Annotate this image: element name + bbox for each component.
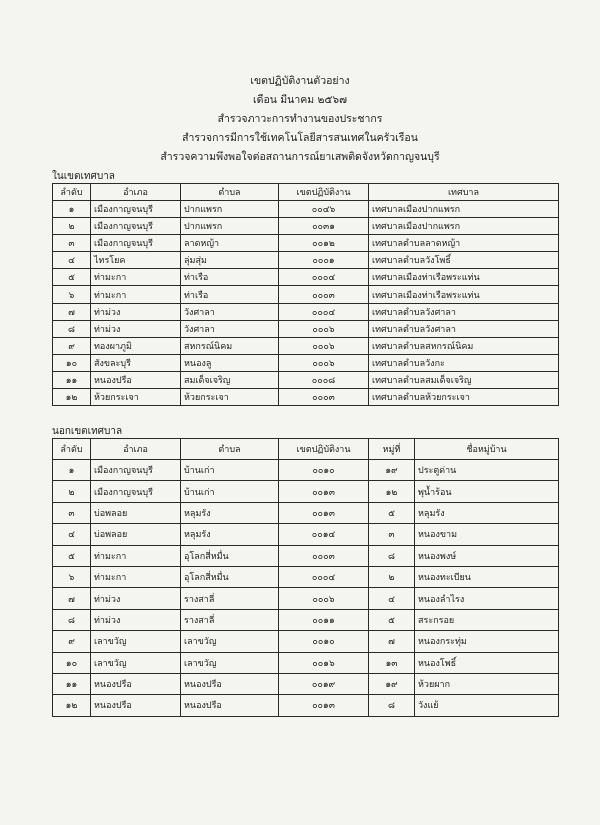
cell-district: เมืองกาญจนบุรี bbox=[91, 481, 181, 502]
cell-village-no: ๘ bbox=[369, 695, 415, 716]
cell-work-area: ๐๐๐๖ bbox=[279, 588, 369, 609]
cell-district: ท่ามะกา bbox=[91, 566, 181, 587]
cell-village-name: หนองทะเบียน bbox=[415, 566, 559, 587]
cell-subdistrict: วังศาลา bbox=[181, 303, 279, 320]
table-row bbox=[53, 524, 559, 545]
cell-subdistrict: อุโลกสี่หมื่น bbox=[181, 545, 279, 566]
cell-district: เมืองกาญจนบุรี bbox=[91, 460, 181, 481]
cell-district: ท่ามะกา bbox=[91, 269, 181, 286]
cell-subdistrict: บ้านเก่า bbox=[181, 460, 279, 481]
cell-district: หนองปรือ bbox=[91, 695, 181, 716]
cell-village-no: ๑๙ bbox=[369, 673, 415, 694]
cell-no: ๘ bbox=[53, 320, 91, 337]
table-header-row bbox=[53, 184, 559, 201]
cell-no: ๑ bbox=[53, 201, 91, 218]
cell-no: ๒ bbox=[53, 218, 91, 235]
table-row bbox=[53, 566, 559, 587]
cell-no: ๔ bbox=[53, 252, 91, 269]
cell-no: ๗ bbox=[53, 588, 91, 609]
cell-village-name: พุน้ำร้อน bbox=[415, 481, 559, 502]
cell-district: ท่าม่วง bbox=[91, 320, 181, 337]
cell-work-area: ๐๐๐๓ bbox=[279, 545, 369, 566]
cell-village-no: ๑๓ bbox=[369, 652, 415, 673]
table-row bbox=[53, 235, 559, 252]
cell-work-area: ๐๐๑๐ bbox=[279, 460, 369, 481]
cell-no: ๑๐ bbox=[53, 652, 91, 673]
cell-village-name: หลุมรัง bbox=[415, 502, 559, 523]
cell-village-no: ๑๒ bbox=[369, 481, 415, 502]
non-municipal-table bbox=[52, 438, 559, 717]
cell-district: เลาขวัญ bbox=[91, 652, 181, 673]
cell-no: ๑๒ bbox=[53, 695, 91, 716]
cell-work-area: ๐๐๑๓ bbox=[279, 502, 369, 523]
cell-subdistrict: รางสาลี่ bbox=[181, 588, 279, 609]
cell-work-area: ๐๐๐๓ bbox=[279, 389, 369, 406]
table-row bbox=[53, 269, 559, 286]
cell-municipality: เทศบาลตำบลวังกะ bbox=[369, 354, 559, 371]
table-row bbox=[53, 371, 559, 388]
cell-municipality: เทศบาลตำบลลาดหญ้า bbox=[369, 235, 559, 252]
col-header-no: ลำดับ bbox=[53, 184, 91, 201]
cell-district: บ่อพลอย bbox=[91, 502, 181, 523]
cell-village-name: หนองพงษ์ bbox=[415, 545, 559, 566]
cell-district: เมืองกาญจนบุรี bbox=[91, 218, 181, 235]
municipal-table bbox=[52, 183, 559, 406]
cell-subdistrict: ห้วยกระเจา bbox=[181, 389, 279, 406]
cell-work-area: ๐๐๐๔ bbox=[279, 303, 369, 320]
cell-district: ท่ามะกา bbox=[91, 286, 181, 303]
cell-work-area: ๐๐๐๖ bbox=[279, 320, 369, 337]
cell-municipality: เทศบาลเมืองปากแพรก bbox=[369, 218, 559, 235]
cell-no: ๓ bbox=[53, 235, 91, 252]
cell-subdistrict: หนองลู bbox=[181, 354, 279, 371]
cell-no: ๑ bbox=[53, 460, 91, 481]
cell-work-area: ๐๐๔๖ bbox=[279, 201, 369, 218]
cell-district: สังขละบุรี bbox=[91, 354, 181, 371]
cell-work-area: ๐๐๑๓ bbox=[279, 481, 369, 502]
cell-village-name: ประตูด่าน bbox=[415, 460, 559, 481]
cell-district: บ่อพลอย bbox=[91, 524, 181, 545]
cell-municipality: เทศบาลตำบลสมเด็จเจริญ bbox=[369, 371, 559, 388]
table-row bbox=[53, 218, 559, 235]
table-row bbox=[53, 695, 559, 716]
table-row bbox=[53, 320, 559, 337]
cell-work-area: ๐๐๑๙ bbox=[279, 673, 369, 694]
col-header-subdistrict: ตำบล bbox=[181, 439, 279, 460]
cell-no: ๖ bbox=[53, 286, 91, 303]
cell-no: ๑๑ bbox=[53, 673, 91, 694]
cell-village-no: ๑๙ bbox=[369, 460, 415, 481]
table-row bbox=[53, 303, 559, 320]
table-row bbox=[53, 481, 559, 502]
table-row bbox=[53, 502, 559, 523]
cell-subdistrict: อุโลกสี่หมื่น bbox=[181, 566, 279, 587]
header-title: เขตปฏิบัติงานตัวอย่าง bbox=[250, 75, 350, 87]
header-month: เดือน มีนาคม ๒๕๖๗ bbox=[253, 94, 347, 106]
cell-subdistrict: บ้านเก่า bbox=[181, 481, 279, 502]
table-row bbox=[53, 354, 559, 371]
header-survey-1: สำรวจภาวะการทำงานของประชากร bbox=[217, 113, 383, 125]
cell-village-no: ๔ bbox=[369, 588, 415, 609]
table-header-row bbox=[53, 439, 559, 460]
cell-village-name: หนองกระทุ่ม bbox=[415, 631, 559, 652]
cell-subdistrict: เลาขวัญ bbox=[181, 631, 279, 652]
cell-work-area: ๐๐๐๖ bbox=[279, 337, 369, 354]
cell-no: ๕ bbox=[53, 269, 91, 286]
table-row bbox=[53, 201, 559, 218]
cell-subdistrict: ลุ่มสุ่ม bbox=[181, 252, 279, 269]
cell-work-area: ๐๐๑๐ bbox=[279, 631, 369, 652]
cell-municipality: เทศบาลเมืองท่าเรือพระแท่น bbox=[369, 286, 559, 303]
cell-village-no: ๕ bbox=[369, 609, 415, 630]
col-header-work-area: เขตปฏิบัติงาน bbox=[279, 184, 369, 201]
cell-subdistrict: ปากแพรก bbox=[181, 218, 279, 235]
cell-no: ๒ bbox=[53, 481, 91, 502]
cell-district: ท่าม่วง bbox=[91, 588, 181, 609]
table-row bbox=[53, 673, 559, 694]
cell-no: ๑๒ bbox=[53, 389, 91, 406]
cell-subdistrict: รางสาลี่ bbox=[181, 609, 279, 630]
cell-district: ทองผาภูมิ bbox=[91, 337, 181, 354]
col-header-subdistrict: ตำบล bbox=[181, 184, 279, 201]
cell-no: ๓ bbox=[53, 502, 91, 523]
cell-village-no: ๓ bbox=[369, 524, 415, 545]
cell-work-area: ๐๐๐๓ bbox=[279, 286, 369, 303]
municipal-section-label: ในเขตเทศบาล bbox=[52, 171, 115, 182]
table-row bbox=[53, 609, 559, 630]
cell-village-name: หนองขาม bbox=[415, 524, 559, 545]
cell-subdistrict: หนองปรือ bbox=[181, 695, 279, 716]
cell-municipality: เทศบาลตำบลห้วยกระเจา bbox=[369, 389, 559, 406]
cell-village-name: สระกรอย bbox=[415, 609, 559, 630]
col-header-no: ลำดับ bbox=[53, 439, 91, 460]
cell-no: ๗ bbox=[53, 303, 91, 320]
cell-municipality: เทศบาลตำบลวังศาลา bbox=[369, 320, 559, 337]
cell-no: ๑๑ bbox=[53, 371, 91, 388]
cell-village-name: ห้วยผาก bbox=[415, 673, 559, 694]
cell-subdistrict: ท่าเรือ bbox=[181, 269, 279, 286]
header-survey-3: สำรวจความพึงพอใจต่อสถานการณ์ยาเสพติดจังหวัดกาญจนบุรี bbox=[160, 151, 440, 163]
cell-no: ๙ bbox=[53, 631, 91, 652]
cell-subdistrict: หลุมรัง bbox=[181, 524, 279, 545]
cell-municipality: เทศบาลตำบลวังโพธิ์ bbox=[369, 252, 559, 269]
cell-work-area: ๐๐๑๓ bbox=[279, 695, 369, 716]
table-row bbox=[53, 588, 559, 609]
cell-subdistrict: ท่าเรือ bbox=[181, 286, 279, 303]
cell-district: หนองปรือ bbox=[91, 673, 181, 694]
cell-no: ๖ bbox=[53, 566, 91, 587]
cell-work-area: ๐๐๐๘ bbox=[279, 371, 369, 388]
col-header-village-name: ชื่อหมู่บ้าน bbox=[415, 439, 559, 460]
col-header-work-area: เขตปฏิบัติงาน bbox=[279, 439, 369, 460]
cell-work-area: ๐๐๐๔ bbox=[279, 269, 369, 286]
cell-district: ท่าม่วง bbox=[91, 303, 181, 320]
cell-work-area: ๐๐๑๔ bbox=[279, 524, 369, 545]
cell-municipality: เทศบาลตำบลสหกรณ์นิคม bbox=[369, 337, 559, 354]
table-row bbox=[53, 252, 559, 269]
table-row bbox=[53, 286, 559, 303]
cell-subdistrict: ปากแพรก bbox=[181, 201, 279, 218]
table-row bbox=[53, 652, 559, 673]
cell-subdistrict: ลาดหญ้า bbox=[181, 235, 279, 252]
cell-municipality: เทศบาลเมืองท่าเรือพระแท่น bbox=[369, 269, 559, 286]
cell-work-area: ๐๐๐๔ bbox=[279, 566, 369, 587]
cell-district: ห้วยกระเจา bbox=[91, 389, 181, 406]
table-row bbox=[53, 337, 559, 354]
cell-village-no: ๗ bbox=[369, 631, 415, 652]
table-row bbox=[53, 631, 559, 652]
cell-subdistrict: สหกรณ์นิคม bbox=[181, 337, 279, 354]
cell-work-area: ๐๐๐๑ bbox=[279, 252, 369, 269]
cell-district: ท่าม่วง bbox=[91, 609, 181, 630]
cell-district: เมืองกาญจนบุรี bbox=[91, 235, 181, 252]
cell-no: ๘ bbox=[53, 609, 91, 630]
table-row bbox=[53, 460, 559, 481]
cell-subdistrict: เลาขวัญ bbox=[181, 652, 279, 673]
cell-no: ๔ bbox=[53, 524, 91, 545]
col-header-village-no: หมู่ที่ bbox=[369, 439, 415, 460]
cell-subdistrict: สมเด็จเจริญ bbox=[181, 371, 279, 388]
table-row bbox=[53, 389, 559, 406]
cell-village-name: หนองโพธิ์ bbox=[415, 652, 559, 673]
cell-district: เลาขวัญ bbox=[91, 631, 181, 652]
cell-district: เมืองกาญจนบุรี bbox=[91, 201, 181, 218]
table-row bbox=[53, 545, 559, 566]
cell-work-area: ๐๐๑๒ bbox=[279, 235, 369, 252]
cell-district: หนองปรือ bbox=[91, 371, 181, 388]
header-survey-2: สำรวจการมีการใช้เทคโนโลยีสารสนเทศในครัวเรือน bbox=[182, 132, 418, 144]
cell-district: ท่ามะกา bbox=[91, 545, 181, 566]
cell-no: ๕ bbox=[53, 545, 91, 566]
col-header-district: อำเภอ bbox=[91, 184, 181, 201]
cell-village-no: ๒ bbox=[369, 566, 415, 587]
cell-work-area: ๐๐๓๑ bbox=[279, 218, 369, 235]
cell-village-name: วังแย้ bbox=[415, 695, 559, 716]
cell-municipality: เทศบาลเมืองปากแพรก bbox=[369, 201, 559, 218]
cell-no: ๑๐ bbox=[53, 354, 91, 371]
cell-work-area: ๐๐๑๖ bbox=[279, 652, 369, 673]
cell-no: ๙ bbox=[53, 337, 91, 354]
cell-municipality: เทศบาลตำบลวังศาลา bbox=[369, 303, 559, 320]
cell-village-name: หนองลำไรง bbox=[415, 588, 559, 609]
cell-work-area: ๐๐๑๑ bbox=[279, 609, 369, 630]
col-header-municipality: เทศบาล bbox=[369, 184, 559, 201]
cell-work-area: ๐๐๐๖ bbox=[279, 354, 369, 371]
cell-subdistrict: วังศาลา bbox=[181, 320, 279, 337]
cell-village-no: ๕ bbox=[369, 502, 415, 523]
non-municipal-section-label: นอกเขตเทศบาล bbox=[52, 426, 123, 437]
col-header-district: อำเภอ bbox=[91, 439, 181, 460]
cell-district: ไทรโยค bbox=[91, 252, 181, 269]
cell-village-no: ๘ bbox=[369, 545, 415, 566]
cell-subdistrict: หลุมรัง bbox=[181, 502, 279, 523]
document-header bbox=[0, 72, 600, 167]
cell-subdistrict: หนองปรือ bbox=[181, 673, 279, 694]
